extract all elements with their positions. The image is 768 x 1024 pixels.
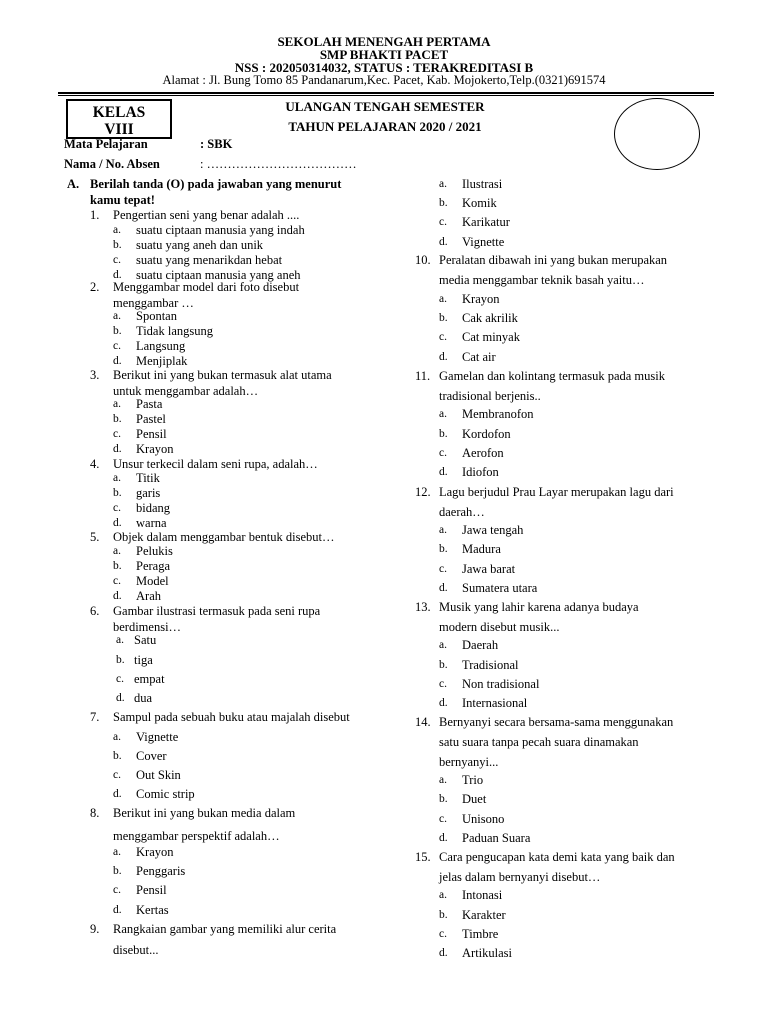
question-number: 7. bbox=[90, 710, 100, 724]
option-text[interactable]: Krayon bbox=[136, 442, 174, 456]
option-text[interactable]: Langsung bbox=[136, 339, 186, 353]
option-letter[interactable]: d. bbox=[113, 788, 122, 800]
question-number: 9. bbox=[90, 922, 100, 936]
option-letter[interactable]: d. bbox=[113, 590, 122, 602]
option-letter[interactable]: c. bbox=[113, 769, 121, 781]
option-text[interactable]: Komik bbox=[462, 196, 497, 210]
option-text[interactable]: Menjiplak bbox=[136, 354, 188, 368]
option-text[interactable]: Aerofon bbox=[462, 446, 504, 460]
option-text[interactable]: garis bbox=[136, 486, 161, 500]
option-text[interactable]: Model bbox=[136, 574, 169, 588]
question-text: bernyanyi... bbox=[439, 755, 499, 769]
option-letter[interactable]: b. bbox=[113, 413, 122, 425]
option-letter[interactable]: c. bbox=[439, 447, 447, 459]
option-letter[interactable]: c. bbox=[439, 678, 447, 690]
question-text: jelas dalam bernyanyi disebut… bbox=[439, 870, 601, 884]
option-letter[interactable]: a. bbox=[439, 639, 447, 651]
option-text[interactable]: bidang bbox=[136, 501, 171, 515]
option-text[interactable]: Membranofon bbox=[462, 407, 534, 421]
school-nss-status: NSS : 202050314032, STATUS : TERAKREDITASI B bbox=[234, 60, 534, 75]
option-text[interactable]: Pastel bbox=[136, 412, 166, 426]
subject-label: Mata Pelajaran bbox=[64, 137, 148, 151]
option-letter[interactable]: b. bbox=[439, 428, 448, 440]
option-text[interactable]: Cover bbox=[136, 749, 167, 763]
option-text[interactable]: Tidak langsung bbox=[136, 324, 213, 338]
question-number: 8. bbox=[90, 806, 100, 820]
option-letter[interactable]: b. bbox=[113, 325, 122, 337]
option-letter[interactable]: a. bbox=[113, 545, 121, 557]
option-text[interactable]: Krayon bbox=[462, 292, 500, 306]
option-letter[interactable]: b. bbox=[439, 197, 448, 209]
option-letter[interactable]: a. bbox=[439, 408, 447, 420]
question-text: Rangkaian gambar yang memiliki alur cerita bbox=[113, 922, 337, 936]
question-text: Berikut ini yang bukan termasuk alat utama bbox=[113, 368, 332, 382]
option-letter[interactable]: b. bbox=[439, 909, 448, 921]
question-number: 11. bbox=[415, 369, 431, 383]
option-text[interactable]: Trio bbox=[462, 773, 484, 787]
question-number: 12. bbox=[415, 485, 431, 499]
question-number: 4. bbox=[90, 457, 100, 471]
option-text[interactable]: Cat minyak bbox=[462, 330, 520, 344]
option-letter[interactable]: c. bbox=[439, 331, 447, 343]
question-number: 1. bbox=[90, 208, 100, 222]
option-letter[interactable]: d. bbox=[116, 692, 125, 704]
option-text[interactable]: suatu ciptaan manusia yang indah bbox=[136, 223, 305, 237]
question-text: Cara pengucapan kata demi kata yang baik dan bbox=[439, 850, 675, 864]
option-letter[interactable]: b. bbox=[113, 487, 122, 499]
option-text[interactable]: Arah bbox=[136, 589, 161, 603]
option-text[interactable]: Daerah bbox=[462, 638, 499, 652]
option-letter[interactable]: a. bbox=[113, 310, 121, 322]
option-text[interactable]: Out Skin bbox=[136, 768, 181, 782]
option-letter[interactable]: c. bbox=[439, 928, 447, 940]
option-letter[interactable]: d. bbox=[439, 582, 448, 594]
question-number: 15. bbox=[415, 850, 431, 864]
name-label: Nama / No. Absen bbox=[64, 157, 160, 171]
name-field[interactable]: : ……………………………… bbox=[200, 157, 357, 171]
option-text[interactable]: dua bbox=[134, 691, 153, 705]
option-text[interactable]: Vignette bbox=[462, 235, 505, 249]
option-text[interactable]: Penggaris bbox=[136, 864, 186, 878]
option-letter[interactable]: d. bbox=[439, 466, 448, 478]
question-text: Berikut ini yang bukan media dalam bbox=[113, 806, 296, 820]
option-text[interactable]: Idiofon bbox=[462, 465, 499, 479]
option-letter[interactable]: a. bbox=[116, 634, 124, 646]
option-text[interactable]: warna bbox=[136, 516, 167, 530]
option-letter[interactable]: b. bbox=[116, 654, 125, 666]
option-letter[interactable]: c. bbox=[116, 673, 124, 685]
question-number: 10. bbox=[415, 253, 431, 267]
question-text: Menggambar model dari foto disebut bbox=[113, 280, 300, 294]
option-text[interactable]: Pasta bbox=[136, 397, 163, 411]
section-instruction-line2: kamu tepat! bbox=[90, 193, 155, 207]
question-number: 14. bbox=[415, 715, 431, 729]
header-rule-thin bbox=[58, 95, 714, 96]
option-letter[interactable]: c. bbox=[439, 563, 447, 575]
question-text: Unsur terkecil dalam seni rupa, adalah… bbox=[113, 457, 318, 471]
option-text[interactable]: Karikatur bbox=[462, 215, 510, 229]
option-letter[interactable]: a. bbox=[113, 846, 121, 858]
option-letter[interactable]: c. bbox=[113, 884, 121, 896]
question-text: berdimensi… bbox=[113, 620, 182, 634]
option-letter[interactable]: a. bbox=[113, 398, 121, 410]
question-text: daerah… bbox=[439, 505, 485, 519]
class-box bbox=[66, 99, 172, 139]
option-letter[interactable]: b. bbox=[113, 750, 122, 762]
option-letter[interactable]: b. bbox=[113, 239, 122, 251]
question-text: Peralatan dibawah ini yang bukan merupakan bbox=[439, 253, 668, 267]
option-text[interactable]: Intonasi bbox=[462, 888, 503, 902]
exam-title: ULANGAN TENGAH SEMESTER bbox=[285, 99, 485, 114]
option-text[interactable]: Tradisional bbox=[462, 658, 519, 672]
option-text[interactable]: Pensil bbox=[136, 883, 167, 897]
option-text[interactable]: tiga bbox=[134, 653, 153, 667]
section-letter: A. bbox=[67, 177, 80, 191]
question-text: Musik yang lahir karena adanya budaya bbox=[439, 600, 639, 614]
school-name: SMP BHAKTI PACET bbox=[319, 47, 449, 62]
question-text: Objek dalam menggambar bentuk disebut… bbox=[113, 530, 335, 544]
question-text: Sampul pada sebuah buku atau majalah disebut bbox=[113, 710, 350, 724]
exam-year: TAHUN PELAJARAN 2020 / 2021 bbox=[288, 119, 482, 134]
option-letter[interactable]: d. bbox=[113, 904, 122, 916]
option-text[interactable]: Timbre bbox=[462, 927, 499, 941]
option-text[interactable]: Cat air bbox=[462, 350, 496, 364]
option-text[interactable]: Peraga bbox=[136, 559, 171, 573]
option-letter[interactable]: b. bbox=[439, 543, 448, 555]
option-letter[interactable]: c. bbox=[113, 340, 121, 352]
option-letter[interactable]: d. bbox=[113, 443, 122, 455]
option-text[interactable]: Vignette bbox=[136, 730, 179, 744]
option-letter[interactable]: d. bbox=[439, 832, 448, 844]
question-text: modern disebut musik... bbox=[439, 620, 560, 634]
question-text: tradisional berjenis.. bbox=[439, 389, 541, 403]
question-number: 5. bbox=[90, 530, 100, 544]
question-number: 2. bbox=[90, 280, 100, 294]
option-text[interactable]: Krayon bbox=[136, 845, 174, 859]
option-text[interactable]: Artikulasi bbox=[462, 946, 512, 960]
option-text[interactable]: Karakter bbox=[462, 908, 506, 922]
question-text: Lagu berjudul Prau Layar merupakan lagu dari bbox=[439, 485, 674, 499]
option-letter[interactable]: b. bbox=[113, 865, 122, 877]
option-text[interactable]: Non tradisional bbox=[462, 677, 540, 691]
option-text[interactable]: Cak akrilik bbox=[462, 311, 518, 325]
option-letter[interactable]: a. bbox=[439, 293, 447, 305]
option-letter[interactable]: d. bbox=[439, 236, 448, 248]
option-letter[interactable]: d. bbox=[113, 355, 122, 367]
option-text[interactable]: Duet bbox=[462, 792, 487, 806]
option-letter[interactable]: c. bbox=[439, 813, 447, 825]
option-letter[interactable]: a. bbox=[439, 524, 447, 536]
option-letter[interactable]: b. bbox=[439, 793, 448, 805]
section-instruction-line1: Berilah tanda (O) pada jawaban yang menurut bbox=[90, 177, 342, 191]
option-letter[interactable]: d. bbox=[439, 947, 448, 959]
score-circle bbox=[614, 98, 700, 170]
option-text[interactable]: Unisono bbox=[462, 812, 505, 826]
option-text[interactable]: Pelukis bbox=[136, 544, 173, 558]
option-text[interactable]: empat bbox=[134, 672, 165, 686]
question-text: disebut... bbox=[113, 943, 159, 957]
question-text: satu suara tanpa pecah suara dinamakan bbox=[439, 735, 639, 749]
option-letter[interactable]: d. bbox=[113, 269, 122, 281]
option-letter[interactable]: a. bbox=[439, 178, 447, 190]
option-letter[interactable]: c. bbox=[439, 216, 447, 228]
question-number: 13. bbox=[415, 600, 431, 614]
option-letter[interactable]: a. bbox=[113, 224, 121, 236]
option-letter[interactable]: a. bbox=[113, 472, 121, 484]
question-text: Gamelan dan kolintang termasuk pada musik bbox=[439, 369, 665, 383]
option-text[interactable]: Kordofon bbox=[462, 427, 511, 441]
option-letter[interactable]: a. bbox=[113, 731, 121, 743]
option-letter[interactable]: d. bbox=[439, 351, 448, 363]
question-text: menggambar … bbox=[113, 296, 194, 310]
option-letter[interactable]: d. bbox=[439, 697, 448, 709]
option-text[interactable]: suatu ciptaan manusia yang aneh bbox=[136, 268, 301, 282]
school-type: SEKOLAH MENENGAH PERTAMA bbox=[277, 34, 491, 49]
option-letter[interactable]: b. bbox=[439, 312, 448, 324]
option-text[interactable]: Paduan Suara bbox=[462, 831, 531, 845]
option-letter[interactable]: d. bbox=[113, 517, 122, 529]
option-text[interactable]: Madura bbox=[462, 542, 501, 556]
option-letter[interactable]: a. bbox=[439, 774, 447, 786]
question-text: Gambar ilustrasi termasuk pada seni rupa bbox=[113, 604, 321, 618]
option-text[interactable]: Jawa tengah bbox=[462, 523, 524, 537]
option-text[interactable]: Kertas bbox=[136, 903, 169, 917]
option-letter[interactable]: a. bbox=[439, 889, 447, 901]
question-number: 3. bbox=[90, 368, 100, 382]
option-text[interactable]: Comic strip bbox=[136, 787, 195, 801]
question-text: menggambar perspektif adalah… bbox=[113, 829, 280, 843]
option-text[interactable]: suatu yang menarikdan hebat bbox=[136, 253, 283, 267]
option-text[interactable]: Sumatera utara bbox=[462, 581, 538, 595]
option-text[interactable]: Jawa barat bbox=[462, 562, 516, 576]
option-letter[interactable]: c. bbox=[113, 575, 121, 587]
question-text: untuk menggambar adalah… bbox=[113, 384, 259, 398]
header-rule-thick bbox=[58, 92, 714, 94]
option-text[interactable]: Ilustrasi bbox=[462, 177, 503, 191]
question-number: 6. bbox=[90, 604, 100, 618]
option-text[interactable]: suatu yang aneh dan unik bbox=[136, 238, 264, 252]
class-label: KELAS bbox=[92, 104, 146, 121]
option-text[interactable]: Satu bbox=[134, 633, 157, 647]
school-address: Alamat : Jl. Bung Tomo 85 Pandanarum,Kec. Pacet, Kab. Mojokerto,Telp.(0321)691574 bbox=[162, 73, 606, 87]
option-text[interactable]: Internasional bbox=[462, 696, 528, 710]
subject-value: : SBK bbox=[200, 137, 233, 151]
option-letter[interactable]: c. bbox=[113, 428, 121, 440]
option-letter[interactable]: c. bbox=[113, 254, 121, 266]
class-value: VIII bbox=[104, 121, 134, 138]
option-text[interactable]: Spontan bbox=[136, 309, 177, 323]
option-letter[interactable]: b. bbox=[113, 560, 122, 572]
question-text: media menggambar teknik basah yaitu… bbox=[439, 273, 645, 287]
option-letter[interactable]: c. bbox=[113, 502, 121, 514]
question-text: Pengertian seni yang benar adalah .... bbox=[113, 208, 300, 222]
option-text[interactable]: Pensil bbox=[136, 427, 167, 441]
option-letter[interactable]: b. bbox=[439, 659, 448, 671]
question-text: Bernyanyi secara bersama-sama menggunakan bbox=[439, 715, 674, 729]
option-text[interactable]: Titik bbox=[136, 471, 160, 485]
